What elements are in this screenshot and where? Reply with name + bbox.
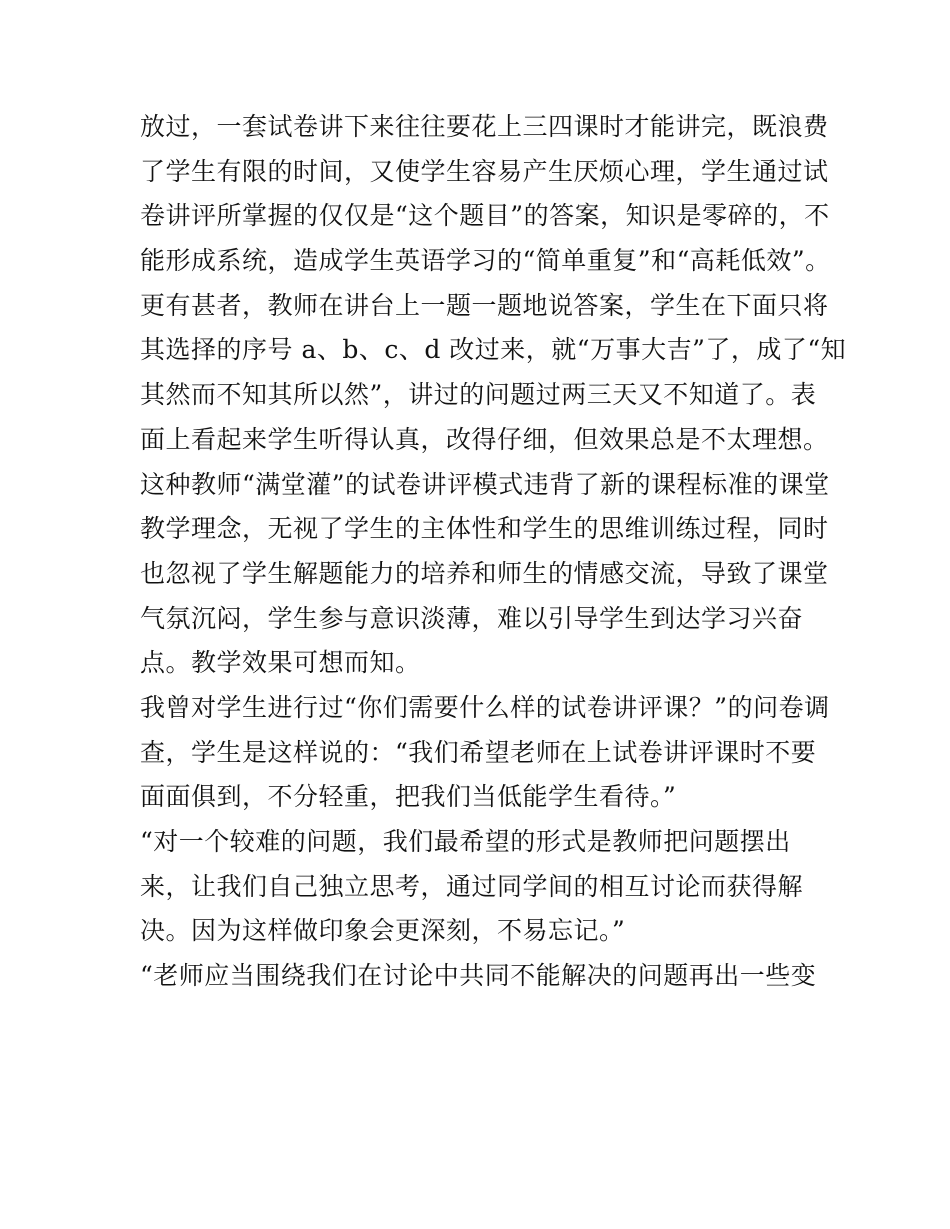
text-line-13: 点。教学效果可想而知。: [140, 648, 421, 678]
text-line-19: 决。因为这样做印象会更深刻，不易忘记。”: [140, 916, 626, 946]
text-line-18: 来，让我们自己独立思考，通过同学间的相互讨论而获得解: [140, 871, 804, 901]
text-line-4: 能形成系统，造成学生英语学习的“简单重复”和“高耗低效”。: [140, 246, 831, 276]
text-line-14: 我曾对学生进行过“你们需要什么样的试卷讲评课？”的问卷调: [140, 692, 830, 722]
text-line-2: 了学生有限的时间，又使学生容易产生厌烦心理，学生通过试: [140, 156, 829, 186]
text-line-15: 查，学生是这样说的：“我们希望老师在上试卷讲评课时不要: [140, 737, 817, 767]
text-line-3: 卷讲评所掌握的仅仅是“这个题目”的答案，知识是零碎的，不: [140, 201, 830, 231]
text-line-9: 这种教师“满堂灌”的试卷讲评模式违背了新的课程标准的课堂: [140, 469, 830, 499]
text-line-1: 放过，一套试卷讲下来往往要花上三四课时才能讲完，既浪费: [140, 112, 829, 141]
text-line-8: 面上看起来学生听得认真，改得仔细，但效果总是不太理想。: [140, 424, 829, 454]
text-line-12: 气氛沉闷，学生参与意识淡薄，难以引导学生到达学习兴奋: [140, 603, 804, 633]
text-line-10: 教学理念，无视了学生的主体性和学生的思维训练过程，同时: [140, 514, 829, 544]
text-line-7: 其然而不知其所以然”，讲过的问题过两三天又不知道了。表: [140, 380, 817, 410]
text-line-5: 更有甚者，教师在讲台上一题一题地说答案，学生在下面只将: [140, 290, 829, 320]
text-line-20: “老师应当围绕我们在讨论中共同不能解决的问题再出一些变: [140, 961, 817, 991]
text-line-16: 面面俱到，不分轻重，把我们当低能学生看待。”: [140, 782, 677, 812]
text-line-17: “对一个较难的问题，我们最希望的形式是教师把问题摆出: [140, 827, 791, 856]
text-line-6: 其选择的序号 a、b、c、d 改过来，就“万事大吉”了，成了“知: [140, 335, 847, 365]
body-text: [140, 105, 847, 999]
text-line-11: 也忽视了学生解题能力的培养和师生的情感交流，导致了课堂: [140, 558, 829, 588]
